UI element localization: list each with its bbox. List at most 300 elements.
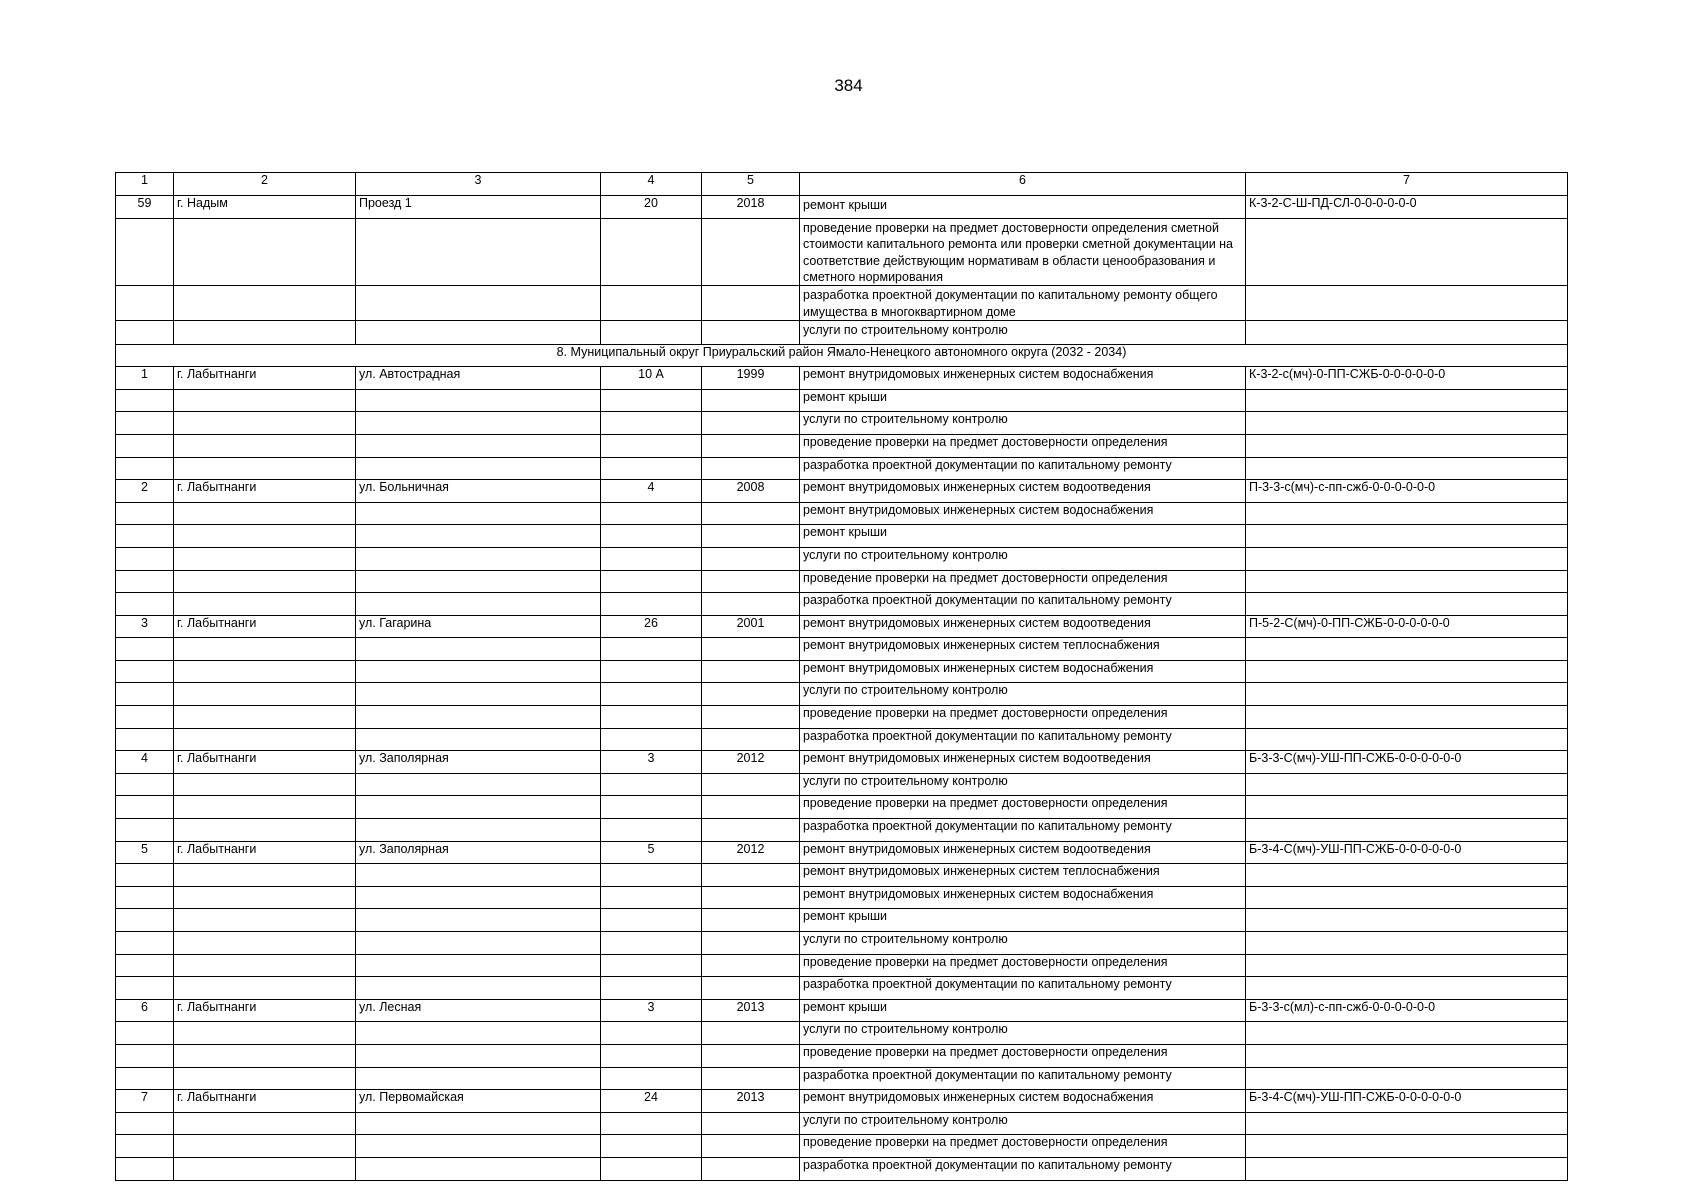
cell-building-code [1246,660,1568,683]
column-header: 4 [601,173,702,196]
cell-city [174,706,356,729]
cell-house-number [601,1112,702,1135]
cell-number [116,547,174,570]
cell-year [702,796,800,819]
cell-building-code: П-3-3-с(мч)-с-пп-сжб-0-0-0-0-0-0 [1246,480,1568,503]
cell-work-type: ремонт внутридомовых инженерных систем теплоснабжения [800,638,1246,661]
cell-city [174,389,356,412]
cell-year [702,819,800,842]
cell-number [116,1135,174,1158]
cell-number [116,773,174,796]
cell-city [174,886,356,909]
cell-work-type: услуги по строительному контролю [800,683,1246,706]
cell-street [356,1112,601,1135]
cell-year [702,706,800,729]
cell-street [356,638,601,661]
cell-street [356,1022,601,1045]
cell-house-number [601,593,702,616]
cell-building-code: К-3-2-С-Ш-ПД-СЛ-0-0-0-0-0-0 [1246,195,1568,219]
cell-street [356,502,601,525]
cell-number [116,1157,174,1180]
cell-building-code [1246,683,1568,706]
cell-house-number [601,1044,702,1067]
column-header: 3 [356,173,601,196]
table-row [116,638,1568,661]
table-row [116,1157,1568,1180]
cell-street: ул. Заполярная [356,751,601,774]
cell-year [702,1067,800,1090]
cell-building-code: К-3-2-с(мч)-0-ПП-СЖБ-0-0-0-0-0-0 [1246,367,1568,390]
cell-house-number [601,706,702,729]
cell-street [356,286,601,321]
cell-house-number [601,819,702,842]
cell-house-number [601,389,702,412]
cell-street [356,570,601,593]
cell-building-code [1246,1135,1568,1158]
cell-building-code: Б-3-4-С(мч)-УШ-ПП-СЖБ-0-0-0-0-0-0 [1246,841,1568,864]
cell-city [174,1157,356,1180]
cell-year [702,1044,800,1067]
table-row [116,1067,1568,1090]
table-row [116,457,1568,480]
column-header: 2 [174,173,356,196]
table-row [116,932,1568,955]
table-row [116,796,1568,819]
cell-street: ул. Больничная [356,480,601,503]
cell-number [116,909,174,932]
cell-number [116,864,174,887]
cell-building-code [1246,502,1568,525]
cell-building-code [1246,977,1568,1000]
cell-city: г. Надым [174,195,356,219]
cell-city [174,977,356,1000]
cell-house-number: 3 [601,751,702,774]
cell-city: г. Лабытнанги [174,615,356,638]
cell-city [174,660,356,683]
cell-number: 5 [116,841,174,864]
cell-house-number [601,864,702,887]
cell-street: ул. Заполярная [356,841,601,864]
section-title: 8. Муниципальный округ Приуральский район Ямало-Ненецкого автономного округа (2032 - 2034) [116,344,1568,367]
cell-work-type: разработка проектной документации по капитальному ремонту [800,593,1246,616]
cell-building-code [1246,547,1568,570]
cell-house-number [601,457,702,480]
cell-year [702,593,800,616]
cell-number [116,977,174,1000]
cell-work-type: проведение проверки на предмет достоверности определения [800,434,1246,457]
cell-street [356,728,601,751]
table-row [116,819,1568,842]
cell-street [356,1044,601,1067]
cell-number [116,932,174,955]
cell-year [702,570,800,593]
cell-street [356,525,601,548]
cell-street [356,593,601,616]
cell-work-type: ремонт внутридомовых инженерных систем теплоснабжения [800,864,1246,887]
column-header: 1 [116,173,174,196]
cell-number [116,886,174,909]
cell-street [356,412,601,435]
cell-house-number [601,773,702,796]
cell-building-code [1246,819,1568,842]
cell-work-type: услуги по строительному контролю [800,412,1246,435]
cell-house-number: 20 [601,195,702,219]
cell-number: 59 [116,195,174,219]
cell-work-type: разработка проектной документации по капитальному ремонту [800,457,1246,480]
cell-building-code [1246,1112,1568,1135]
table-row [116,1090,1568,1113]
table-row [116,1112,1568,1135]
cell-work-type: ремонт внутридомовых инженерных систем водоотведения [800,751,1246,774]
cell-work-type: ремонт крыши [800,909,1246,932]
cell-house-number [601,1135,702,1158]
capital-repair-table [115,172,1568,1181]
cell-city [174,219,356,286]
cell-number [116,412,174,435]
cell-house-number [601,502,702,525]
cell-year: 2001 [702,615,800,638]
cell-number [116,1067,174,1090]
cell-house-number [601,412,702,435]
cell-house-number [601,525,702,548]
cell-work-type: проведение проверки на предмет достоверности определения [800,706,1246,729]
cell-city [174,547,356,570]
cell-building-code [1246,864,1568,887]
cell-house-number: 24 [601,1090,702,1113]
cell-number [116,683,174,706]
cell-year [702,547,800,570]
cell-building-code: Б-3-4-С(мч)-УШ-ПП-СЖБ-0-0-0-0-0-0 [1246,1090,1568,1113]
table-row [116,219,1568,286]
cell-building-code [1246,728,1568,751]
cell-street [356,1157,601,1180]
cell-street [356,547,601,570]
table-row [116,706,1568,729]
cell-city [174,683,356,706]
table-row [116,286,1568,321]
cell-house-number [601,954,702,977]
cell-work-type: ремонт внутридомовых инженерных систем водоснабжения [800,660,1246,683]
table-row [116,367,1568,390]
cell-work-type: услуги по строительному контролю [800,932,1246,955]
column-header: 6 [800,173,1246,196]
cell-work-type: услуги по строительному контролю [800,1022,1246,1045]
cell-house-number [601,1067,702,1090]
cell-house-number [601,796,702,819]
cell-work-type: проведение проверки на предмет достоверности определения сметной стоимости капитального ремонта или проверки сметной документации на соответствие действующим нормативам в области ценообразования и сметного нормирования [800,219,1246,286]
cell-street [356,434,601,457]
cell-year [702,1022,800,1045]
cell-building-code [1246,525,1568,548]
cell-building-code [1246,389,1568,412]
cell-number [116,1044,174,1067]
cell-city [174,525,356,548]
cell-house-number [601,547,702,570]
cell-city [174,1044,356,1067]
cell-house-number: 3 [601,999,702,1022]
column-number-header-row [116,173,1568,196]
cell-year [702,1135,800,1158]
cell-city [174,434,356,457]
cell-work-type: разработка проектной документации по капитальному ремонту [800,1067,1246,1090]
cell-work-type: разработка проектной документации по капитальному ремонту общего имущества в многоквартирном доме [800,286,1246,321]
cell-street [356,706,601,729]
cell-house-number [601,886,702,909]
cell-year: 1999 [702,367,800,390]
cell-street [356,954,601,977]
table-row [116,683,1568,706]
cell-building-code [1246,593,1568,616]
cell-year [702,286,800,321]
cell-number [116,706,174,729]
cell-number [116,434,174,457]
cell-number: 4 [116,751,174,774]
cell-city [174,909,356,932]
cell-year: 2008 [702,480,800,503]
cell-city: г. Лабытнанги [174,999,356,1022]
cell-city [174,570,356,593]
cell-street: Проезд 1 [356,195,601,219]
table-row [116,773,1568,796]
table-row [116,999,1568,1022]
table-row [116,864,1568,887]
cell-year [702,977,800,1000]
cell-city [174,932,356,955]
cell-building-code [1246,1022,1568,1045]
cell-work-type: услуги по строительному контролю [800,547,1246,570]
table-row [116,570,1568,593]
cell-number [116,389,174,412]
cell-work-type: услуги по строительному контролю [800,1112,1246,1135]
cell-work-type: ремонт крыши [800,389,1246,412]
cell-building-code [1246,909,1568,932]
cell-building-code [1246,570,1568,593]
cell-city [174,1067,356,1090]
cell-house-number [601,909,702,932]
cell-house-number: 26 [601,615,702,638]
table-row [116,320,1568,344]
cell-year [702,457,800,480]
cell-city [174,1135,356,1158]
cell-house-number: 4 [601,480,702,503]
cell-city: г. Лабытнанги [174,367,356,390]
cell-building-code [1246,219,1568,286]
cell-street [356,773,601,796]
cell-year [702,502,800,525]
cell-number [116,660,174,683]
cell-year [702,1112,800,1135]
cell-number [116,638,174,661]
cell-year [702,638,800,661]
cell-year: 2013 [702,1090,800,1113]
cell-city [174,286,356,321]
cell-city [174,502,356,525]
cell-building-code: Б-3-3-с(мл)-с-пп-сжб-0-0-0-0-0-0 [1246,999,1568,1022]
cell-work-type: ремонт внутридомовых инженерных систем водоснабжения [800,502,1246,525]
cell-work-type: ремонт внутридомовых инженерных систем водоснабжения [800,1090,1246,1113]
cell-number [116,320,174,344]
cell-building-code [1246,773,1568,796]
table-row [116,434,1568,457]
cell-building-code [1246,932,1568,955]
table-row [116,909,1568,932]
cell-building-code [1246,1157,1568,1180]
table-row [116,886,1568,909]
cell-number [116,1022,174,1045]
cell-street [356,909,601,932]
cell-year [702,932,800,955]
cell-street [356,1135,601,1158]
cell-city: г. Лабытнанги [174,751,356,774]
cell-building-code [1246,320,1568,344]
cell-house-number [601,728,702,751]
cell-year [702,660,800,683]
cell-building-code: Б-3-3-С(мч)-УШ-ПП-СЖБ-0-0-0-0-0-0 [1246,751,1568,774]
cell-work-type: проведение проверки на предмет достоверности определения [800,1044,1246,1067]
column-header: 5 [702,173,800,196]
cell-street: ул. Гагарина [356,615,601,638]
cell-city [174,457,356,480]
cell-work-type: ремонт внутридомовых инженерных систем водоотведения [800,841,1246,864]
cell-number [116,219,174,286]
table-body [116,173,1568,1181]
cell-building-code [1246,886,1568,909]
cell-street [356,457,601,480]
cell-city: г. Лабытнанги [174,841,356,864]
cell-year [702,1157,800,1180]
table-row [116,1022,1568,1045]
cell-number: 7 [116,1090,174,1113]
cell-city: г. Лабытнанги [174,480,356,503]
cell-city [174,320,356,344]
cell-building-code: П-5-2-С(мч)-0-ПП-СЖБ-0-0-0-0-0-0 [1246,615,1568,638]
cell-number: 3 [116,615,174,638]
cell-number [116,502,174,525]
cell-work-type: ремонт крыши [800,195,1246,219]
cell-house-number [601,977,702,1000]
cell-house-number [601,1157,702,1180]
cell-building-code [1246,1044,1568,1067]
table-row [116,751,1568,774]
cell-number [116,954,174,977]
cell-number [116,728,174,751]
cell-number [116,1112,174,1135]
cell-house-number [601,286,702,321]
cell-street [356,796,601,819]
table-row [116,547,1568,570]
cell-number [116,796,174,819]
table-row [116,593,1568,616]
cell-year [702,886,800,909]
table-row [116,525,1568,548]
cell-street [356,977,601,1000]
cell-work-type: ремонт внутридомовых инженерных систем водоотведения [800,480,1246,503]
table-row [116,502,1568,525]
cell-city [174,1112,356,1135]
cell-city [174,954,356,977]
cell-year: 2018 [702,195,800,219]
cell-number [116,525,174,548]
cell-building-code [1246,286,1568,321]
cell-building-code [1246,412,1568,435]
page-number: 384 [834,76,863,95]
table-row [116,841,1568,864]
cell-number [116,286,174,321]
cell-year [702,728,800,751]
cell-work-type: ремонт крыши [800,525,1246,548]
cell-street [356,932,601,955]
cell-building-code [1246,434,1568,457]
cell-year [702,219,800,286]
cell-number [116,819,174,842]
cell-house-number [601,638,702,661]
cell-work-type: ремонт внутридомовых инженерных систем водоснабжения [800,367,1246,390]
cell-number [116,457,174,480]
cell-work-type: ремонт внутридомовых инженерных систем водоотведения [800,615,1246,638]
cell-number: 1 [116,367,174,390]
cell-building-code [1246,954,1568,977]
table-row [116,195,1568,219]
cell-year [702,909,800,932]
cell-number: 2 [116,480,174,503]
cell-city: г. Лабытнанги [174,1090,356,1113]
cell-street [356,683,601,706]
cell-number [116,570,174,593]
cell-street [356,886,601,909]
cell-work-type: ремонт крыши [800,999,1246,1022]
cell-number: 6 [116,999,174,1022]
cell-house-number [601,434,702,457]
cell-city [174,593,356,616]
table-row [116,660,1568,683]
cell-work-type: услуги по строительному контролю [800,773,1246,796]
table-row [116,1044,1568,1067]
cell-street [356,660,601,683]
cell-building-code [1246,457,1568,480]
table-row [116,1135,1568,1158]
cell-street [356,320,601,344]
cell-city [174,819,356,842]
cell-building-code [1246,706,1568,729]
cell-work-type: разработка проектной документации по капитальному ремонту [800,1157,1246,1180]
cell-work-type: разработка проектной документации по капитальному ремонту [800,728,1246,751]
cell-building-code [1246,638,1568,661]
table-row [116,389,1568,412]
cell-house-number [601,660,702,683]
cell-year: 2013 [702,999,800,1022]
cell-street: ул. Лесная [356,999,601,1022]
cell-house-number: 5 [601,841,702,864]
cell-year [702,864,800,887]
cell-street [356,219,601,286]
table-row [116,412,1568,435]
cell-year [702,412,800,435]
cell-work-type: разработка проектной документации по капитальному ремонту [800,819,1246,842]
cell-number [116,593,174,616]
cell-work-type: проведение проверки на предмет достоверности определения [800,1135,1246,1158]
cell-city [174,728,356,751]
cell-year [702,389,800,412]
cell-house-number [601,683,702,706]
cell-work-type: проведение проверки на предмет достоверности определения [800,796,1246,819]
table-row [116,728,1568,751]
cell-work-type: услуги по строительному контролю [800,320,1246,344]
cell-city [174,1022,356,1045]
cell-house-number [601,1022,702,1045]
cell-work-type: проведение проверки на предмет достоверности определения [800,570,1246,593]
table-row [116,480,1568,503]
column-header: 7 [1246,173,1568,196]
